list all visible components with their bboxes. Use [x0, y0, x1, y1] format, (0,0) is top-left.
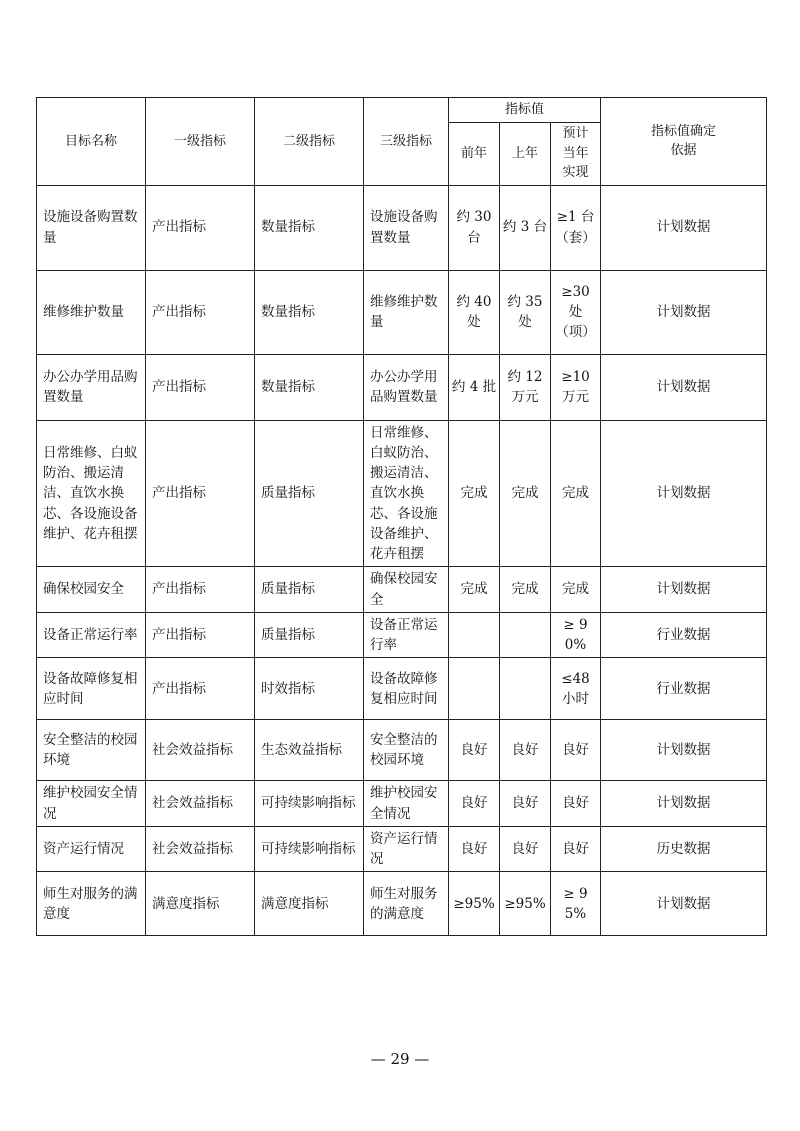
cell-expected: ≥ 95% — [551, 872, 601, 936]
cell-expected: ≤48 小时 — [551, 658, 601, 720]
cell-level1: 社会效益指标 — [146, 720, 255, 781]
cell-last-year — [500, 658, 551, 720]
table-row — [37, 826, 767, 872]
cell-last-year: 良好 — [500, 781, 551, 827]
page-number: — 29 — — [370, 1050, 430, 1068]
cell-target: 设备正常运行率 — [37, 612, 146, 658]
cell-level2: 质量指标 — [255, 420, 364, 567]
cell-prev-year: 约 4 批 — [449, 354, 500, 420]
cell-expected: ≥10 万元 — [551, 354, 601, 420]
cell-prev-year: ≥95% — [449, 872, 500, 936]
cell-target: 确保校园安全 — [37, 567, 146, 613]
cell-last-year: ≥95% — [500, 872, 551, 936]
cell-prev-year: 良好 — [449, 720, 500, 781]
cell-prev-year: 完成 — [449, 567, 500, 613]
cell-level1: 社会效益指标 — [146, 826, 255, 872]
cell-level3: 维护校园安全情况 — [364, 781, 449, 827]
cell-expected: 完成 — [551, 420, 601, 567]
cell-basis: 行业数据 — [601, 658, 767, 720]
cell-prev-year — [449, 612, 500, 658]
cell-last-year: 良好 — [500, 720, 551, 781]
cell-level3: 办公办学用品购置数量 — [364, 354, 449, 420]
cell-basis: 计划数据 — [601, 781, 767, 827]
cell-level1: 产出指标 — [146, 270, 255, 354]
cell-level2: 数量指标 — [255, 354, 364, 420]
cell-level1: 满意度指标 — [146, 872, 255, 936]
cell-level2: 时效指标 — [255, 658, 364, 720]
header-prev-year: 前年 — [449, 122, 500, 185]
cell-level2: 可持续影响指标 — [255, 781, 364, 827]
cell-prev-year: 约 40 处 — [449, 270, 500, 354]
cell-last-year: 良好 — [500, 826, 551, 872]
cell-prev-year: 良好 — [449, 781, 500, 827]
cell-level3: 日常维修、白蚁防治、搬运清洁、直饮水换芯、各设施设备维护、花卉租摆 — [364, 420, 449, 567]
cell-level1: 社会效益指标 — [146, 781, 255, 827]
cell-level3: 安全整洁的校园环境 — [364, 720, 449, 781]
table-row — [37, 720, 767, 781]
cell-level2: 质量指标 — [255, 612, 364, 658]
cell-target: 维护校园安全情况 — [37, 781, 146, 827]
header-indicator-value: 指标值 — [449, 98, 601, 123]
cell-prev-year: 完成 — [449, 420, 500, 567]
cell-last-year: 约 12 万元 — [500, 354, 551, 420]
table-row — [37, 872, 767, 936]
cell-basis: 历史数据 — [601, 826, 767, 872]
cell-basis: 计划数据 — [601, 720, 767, 781]
cell-level1: 产出指标 — [146, 567, 255, 613]
cell-basis: 计划数据 — [601, 567, 767, 613]
cell-level3: 师生对服务的满意度 — [364, 872, 449, 936]
cell-target: 师生对服务的满意度 — [37, 872, 146, 936]
cell-target: 办公办学用品购置数量 — [37, 354, 146, 420]
cell-level3: 维修维护数量 — [364, 270, 449, 354]
cell-target: 维修维护数量 — [37, 270, 146, 354]
cell-level2: 数量指标 — [255, 185, 364, 270]
table-row — [37, 354, 767, 420]
cell-basis: 计划数据 — [601, 354, 767, 420]
cell-expected: 良好 — [551, 781, 601, 827]
cell-prev-year — [449, 658, 500, 720]
header-target-name: 目标名称 — [37, 98, 146, 186]
cell-prev-year: 良好 — [449, 826, 500, 872]
table-row — [37, 420, 767, 567]
cell-level1: 产出指标 — [146, 420, 255, 567]
header-expected: 预计当年实现 — [551, 122, 601, 185]
cell-level3: 设备故障修复相应时间 — [364, 658, 449, 720]
cell-level2: 生态效益指标 — [255, 720, 364, 781]
cell-level2: 数量指标 — [255, 270, 364, 354]
cell-level1: 产出指标 — [146, 658, 255, 720]
table-row — [37, 658, 767, 720]
cell-basis: 行业数据 — [601, 612, 767, 658]
cell-last-year: 约 3 台 — [500, 185, 551, 270]
cell-basis: 计划数据 — [601, 420, 767, 567]
cell-target: 设施设备购置数量 — [37, 185, 146, 270]
table-row — [37, 270, 767, 354]
header-level1: 一级指标 — [146, 98, 255, 186]
cell-basis: 计划数据 — [601, 185, 767, 270]
cell-basis: 计划数据 — [601, 270, 767, 354]
header-level3: 三级指标 — [364, 98, 449, 186]
header-level2: 二级指标 — [255, 98, 364, 186]
cell-level3: 设施设备购置数量 — [364, 185, 449, 270]
cell-expected: ≥1 台（套） — [551, 185, 601, 270]
performance-indicator-table — [36, 97, 767, 936]
cell-level2: 可持续影响指标 — [255, 826, 364, 872]
cell-last-year — [500, 612, 551, 658]
cell-target: 安全整洁的校园环境 — [37, 720, 146, 781]
cell-level1: 产出指标 — [146, 612, 255, 658]
cell-basis: 计划数据 — [601, 872, 767, 936]
table-row — [37, 612, 767, 658]
cell-expected: 良好 — [551, 826, 601, 872]
cell-level1: 产出指标 — [146, 354, 255, 420]
table-row — [37, 781, 767, 827]
cell-expected: ≥30 处（项） — [551, 270, 601, 354]
cell-level2: 质量指标 — [255, 567, 364, 613]
cell-level2: 满意度指标 — [255, 872, 364, 936]
cell-level1: 产出指标 — [146, 185, 255, 270]
header-basis: 指标值确定依据 — [601, 98, 767, 186]
cell-level3: 资产运行情况 — [364, 826, 449, 872]
cell-target: 日常维修、白蚁防治、搬运清洁、直饮水换芯、各设施设备维护、花卉租摆 — [37, 420, 146, 567]
cell-expected: 完成 — [551, 567, 601, 613]
cell-prev-year: 约 30 台 — [449, 185, 500, 270]
cell-level3: 设备正常运行率 — [364, 612, 449, 658]
cell-target: 资产运行情况 — [37, 826, 146, 872]
cell-expected: ≥ 90% — [551, 612, 601, 658]
table-row — [37, 567, 767, 613]
table-row — [37, 185, 767, 270]
cell-target: 设备故障修复相应时间 — [37, 658, 146, 720]
cell-expected: 良好 — [551, 720, 601, 781]
cell-last-year: 完成 — [500, 567, 551, 613]
header-last-year: 上年 — [500, 122, 551, 185]
cell-level3: 确保校园安全 — [364, 567, 449, 613]
cell-last-year: 约 35 处 — [500, 270, 551, 354]
cell-last-year: 完成 — [500, 420, 551, 567]
